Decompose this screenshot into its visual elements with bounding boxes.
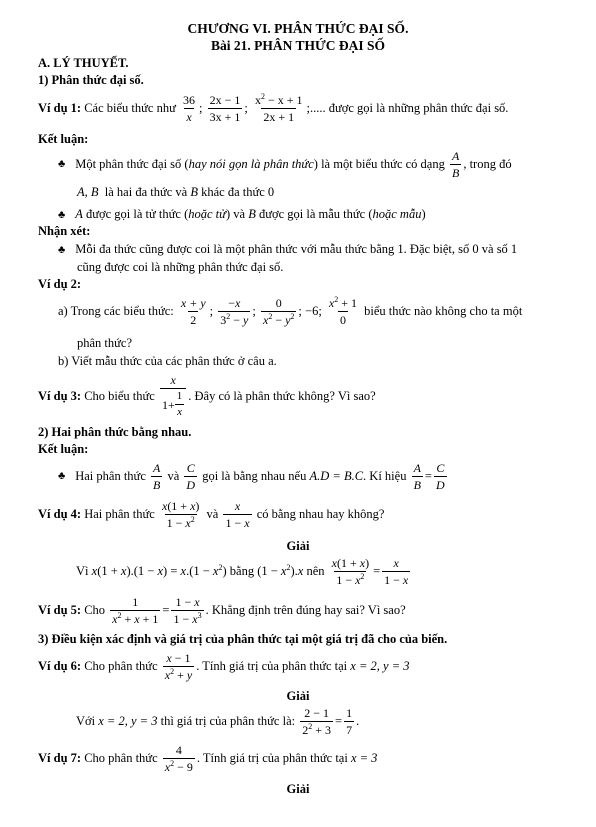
solution-4: Vì $x(1 + x).(1 - x) = x.(1 - x^2)$ bằng $(1 - x^2).x$ nên $\frac{x(1 + x)}{1 - x^2}$ = $\frac{x}{1 - x}$ (76, 556, 409, 587)
fraction: $\frac{-x}{3^2 - y}$ (220, 296, 249, 327)
example-6 (38, 652, 410, 681)
bullet-text: được gọi là tử thức ( (85, 207, 189, 221)
example-text: . Đây có là phân thức không? Vì sao? (188, 388, 376, 403)
fraction: $\frac{A}{B}$ (413, 461, 421, 492)
example-text: biểu thức nào không cho ta một (364, 304, 523, 319)
example-2-label: Ví dụ 2: (38, 277, 82, 291)
example-3-label: Ví dụ 3: (38, 388, 82, 403)
fraction: $\frac{C}{D}$ (435, 461, 445, 492)
example-text: và (206, 507, 219, 522)
example-text: a) Trong các biểu thức: (58, 304, 174, 319)
fraction: $\frac{x(1 + x)}{1 - x^2}$ (331, 556, 370, 587)
bullet-1 (58, 150, 512, 179)
example-text: ; −6; (298, 304, 322, 319)
fraction: $\frac{4}{x^2 - 9}$ (164, 743, 193, 774)
example-3 (38, 374, 376, 418)
fraction: $\frac{A}{B}$ (153, 461, 161, 492)
example-5: Ví dụ 5: Cho $\frac{1}{x^2 + x + 1}$ = $\frac{1 - x}{1 - x^3}$ . Khẳng định trên đúng hay sai? Vì sao? (38, 595, 406, 626)
section-a-heading: A. LÝ THUYẾT. (38, 56, 129, 70)
bullet-text: , trong đó (463, 157, 512, 172)
example-values: x = 3 (350, 751, 378, 766)
bullet-text: hay nói gọn là phân thức (188, 157, 314, 172)
example-text: Cho (84, 603, 106, 618)
example-1-text: Các biểu thức như (84, 101, 176, 116)
bullet-text: là hai đa thức và (104, 185, 188, 199)
solution-text: bằng (229, 564, 255, 579)
solution-values: x = 2, y = 3 (98, 714, 158, 729)
fraction: $\frac{x^2 + 1}{0}$ (328, 295, 358, 327)
example-text: Cho biểu thức (84, 388, 155, 403)
solution-heading: Giải (286, 782, 310, 796)
fraction: $\frac{x - 1}{x^2 + y}$ (164, 651, 193, 682)
fraction: $\frac{x^2 - x + 1}{2x + 1}$ (254, 92, 303, 124)
club-icon: ♣ (58, 244, 66, 256)
remark-heading: Nhận xét: (38, 224, 91, 238)
fraction: $\frac{x}{1 - x}$ (384, 556, 409, 587)
example-7-label: Ví dụ 7: (38, 751, 82, 766)
fraction: $\frac{2x - 1}{3x + 1}$ (209, 93, 241, 124)
example-6-label: Ví dụ 6: (38, 659, 82, 674)
example-1-label: Ví dụ 1: (38, 101, 82, 116)
example-text: . Khẳng định trên đúng hay sai? Vì sao? (205, 603, 406, 618)
example-7 (38, 744, 377, 773)
bullet-text: hoặc mẫu (372, 207, 422, 221)
solution-text: thì giá trị của phân thức là: (160, 714, 296, 729)
remark-text: Mỗi đa thức cũng được coi là một phân thức với mẫu thức bằng 1. Đặc biệt, số 0 và số 1 (75, 242, 518, 256)
definition-equation: A.D = B.C (309, 469, 364, 484)
club-icon: ♣ (58, 209, 66, 221)
bullet-text: được gọi là mẫu thức ( (258, 207, 373, 221)
solution-text: Với (76, 714, 96, 729)
remark-line-2: cũng được coi là những phân thức đại số. (77, 260, 284, 274)
part-2-conclusion: Kết luận: (38, 442, 89, 456)
bullet-text: hoặc tử (188, 207, 226, 221)
solution-6: Với x = 2, y = 3 thì giá trị của phân thức là: $\frac{2 - 1}{2^2 + 3}$ = $\frac{1}{7}$ . (76, 706, 360, 737)
fraction: $\frac{x}{1 - x}$ (225, 499, 250, 530)
bullet-1-line-2: A, B là hai đa thức và B khác đa thức 0 (77, 185, 275, 199)
part-2-heading: 2) Hai phân thức bằng nhau. (38, 425, 192, 439)
fraction: $\frac{1 - x}{1 - x^3}$ (173, 595, 202, 626)
solution-text: nên (306, 564, 325, 579)
solution-text: Vì (76, 564, 89, 579)
compound-fraction: x 1+ 1 x (160, 374, 186, 418)
club-icon: ♣ (58, 470, 66, 482)
example-2a: a) Trong các biểu thức: $\frac{x + y}{2}$ ; $\frac{-x}{3^2 - y}$ ; $\frac{0}{x^2 - y^2}$ ; −6; $\frac{x^2 + 1}{0}$ biểu thức nào không cho ta một (58, 295, 523, 327)
example-text: Hai phân thức (84, 507, 155, 522)
definition-text: . Kí hiệu (363, 469, 407, 484)
example-text: Cho phân thức (84, 751, 158, 766)
example-1: Ví dụ 1: Các biểu thức như $\frac{36}{x}$ ; $\frac{2x - 1}{3x + 1}$ ; $\frac{x^2 - x + 1}{2x + 1}$ ;..... được gọi là những phân thức đại số. (38, 92, 509, 124)
fraction: $\frac{2 - 1}{2^2 + 3}$ (302, 706, 332, 737)
part-3-heading: 3) Điều kiện xác định và giá trị của phân thức tại một giá trị đã cho của biến. (38, 632, 448, 646)
equality-definition: ♣ Hai phân thức $\frac{A}{B}$ và $\frac{C}{D}$ gọi là bằng nhau nếu A.D = B.C. Kí hiệu $\frac{A}{B}$ = $\frac{C}{D}$ (58, 461, 445, 492)
chapter-title: CHƯƠNG VI. PHÂN THỨC ĐẠI SỐ. (187, 21, 409, 36)
definition-text: và (167, 469, 180, 484)
example-text: . Tính giá trị của phân thức tại (196, 751, 348, 766)
fraction: $\frac{x + y}{2}$ (180, 296, 206, 327)
fraction: $\frac{36}{x}$ (182, 93, 195, 124)
example-text: có bằng nhau hay không? (256, 507, 385, 522)
example-text: Cho phân thức (84, 659, 158, 674)
bullet-text: ) (421, 207, 426, 221)
conclusion-heading: Kết luận: (38, 132, 89, 146)
bullet-text: Một phân thức đại số ( (75, 157, 189, 172)
lesson-title: Bài 21. PHÂN THỨC ĐẠI SỐ (210, 38, 386, 53)
example-1-text: ;..... được gọi là những phân thức đại số. (306, 101, 509, 116)
solution-heading: Giải (286, 539, 310, 553)
fraction: $\frac{0}{x^2 - y^2}$ (262, 296, 295, 327)
fraction: $\frac{C}{D}$ (186, 461, 196, 492)
example-4-label: Ví dụ 4: (38, 507, 82, 522)
bullet-text: ) là một biểu thức có dạng (313, 157, 445, 172)
sub1-heading: 1) Phân thức đại số. (38, 73, 144, 87)
bullet-2: ♣ A được gọi là tử thức (hoặc tử) và B được gọi là mẫu thức (hoặc mẫu) (58, 207, 426, 221)
bullet-text: ) và (225, 207, 246, 221)
example-5-label: Ví dụ 5: (38, 603, 82, 618)
remark-line-1 (58, 243, 517, 256)
fraction: $\frac{1}{x^2 + x + 1}$ (112, 595, 159, 626)
example-text: . Tính giá trị của phân thức tại (196, 659, 348, 674)
fraction: $\frac{1}{7}$ (346, 706, 353, 737)
club-icon: ♣ (58, 158, 66, 170)
solution-heading: Giải (286, 689, 310, 703)
example-4 (38, 500, 384, 529)
fraction: $\frac{A}{B}$ (451, 149, 460, 180)
definition-text: Hai phân thức (75, 469, 146, 484)
example-values: x = 2, y = 3 (350, 659, 410, 674)
bullet-text: khác đa thức 0 (201, 185, 275, 199)
example-2b: b) Viết mẫu thức của các phân thức ở câu a. (58, 354, 277, 368)
example-2a-line-2: phân thức? (77, 336, 133, 350)
fraction: $\frac{x(1 + x)}{1 - x^2}$ (161, 499, 200, 530)
definition-text: gọi là bằng nhau nếu (202, 469, 307, 484)
